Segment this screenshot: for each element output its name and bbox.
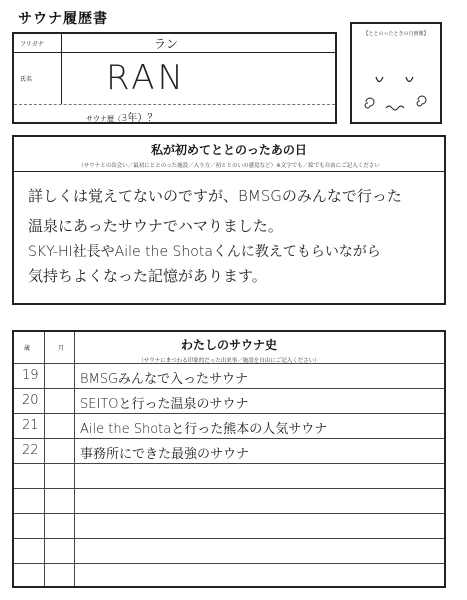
history-row-text: 事務所にできた最強のサウナ — [80, 447, 250, 462]
left-cheek-swirl-icon — [365, 98, 374, 108]
history-row — [14, 513, 444, 537]
name-row — [14, 52, 335, 105]
history-row — [14, 388, 444, 412]
left-eye-icon — [376, 77, 383, 82]
sauna-history-section — [12, 330, 446, 588]
furigana-row — [14, 34, 335, 53]
first-ttl-line-3: SKY-HI社長やAile the Shotaくんに教えてもらいながら — [28, 244, 381, 260]
sauna-history-prefix: サウナ歴（ — [86, 115, 121, 123]
furigana-value: ラン — [154, 37, 179, 51]
history-row-age: 21 — [22, 418, 39, 433]
first-ttl-section — [12, 135, 446, 305]
self-portrait-drawing — [352, 40, 440, 120]
furigana-label: フリガナ — [14, 34, 62, 52]
history-row-text: SEITOと行った温泉のサウナ — [80, 397, 249, 412]
history-row-text: Aile the Shotaと行った熊本の人気サウナ — [80, 422, 328, 437]
self-portrait-box — [350, 22, 442, 124]
sauna-history-text — [86, 109, 157, 124]
first-ttl-header — [14, 137, 444, 172]
month-column-header: 月 — [58, 345, 65, 352]
age-column-header: 歳 — [24, 345, 31, 352]
mouth-icon — [386, 106, 404, 110]
first-ttl-line-1: 詳しくは覚えてないのですが、BMSGのみんなで行った — [28, 187, 402, 205]
page-title: サウナ履歴書 — [18, 11, 108, 27]
sauna-history-suffix: ）？ — [137, 113, 158, 124]
history-row — [14, 563, 444, 587]
first-ttl-line-4: 気持ちよくなった記憶があります。 — [28, 267, 267, 285]
history-row-age: 20 — [22, 393, 39, 408]
sauna-history-heading: わたしのサウナ史 — [180, 338, 277, 352]
first-ttl-subheading: （サウナとの出会い／最初にととのった施設／入り方／初ととのいの感覚など）※文字でも／絵でも自由にご記入ください — [78, 163, 380, 169]
history-row-age: 22 — [22, 443, 39, 458]
history-row — [14, 488, 444, 512]
first-ttl-heading: 私が初めてととのったあの日 — [151, 143, 307, 157]
history-row — [14, 413, 444, 437]
profile-table — [12, 32, 337, 124]
history-row — [14, 538, 444, 562]
self-portrait-label: 【ととのったときの自画像】 — [363, 31, 429, 37]
right-eye-icon — [406, 77, 413, 82]
history-row — [14, 438, 444, 462]
history-row — [14, 463, 444, 487]
sauna-history-subheading: （サウナにまつわる印象的だった出来事／施設を自由にご記入ください） — [138, 358, 320, 364]
name-value: RAN — [106, 58, 186, 98]
sauna-history-row — [14, 104, 335, 124]
sauna-history-value: 3年 — [121, 113, 138, 124]
history-row-text: BMSGみんなで入ったサウナ — [80, 372, 249, 387]
history-row — [14, 363, 444, 387]
history-row-age: 19 — [22, 368, 39, 383]
right-cheek-swirl-icon — [417, 96, 426, 106]
first-ttl-line-2: 温泉にあったサウナでハマりました。 — [28, 217, 283, 235]
sauna-history-header — [14, 332, 444, 364]
name-label: 氏名 — [14, 52, 62, 104]
